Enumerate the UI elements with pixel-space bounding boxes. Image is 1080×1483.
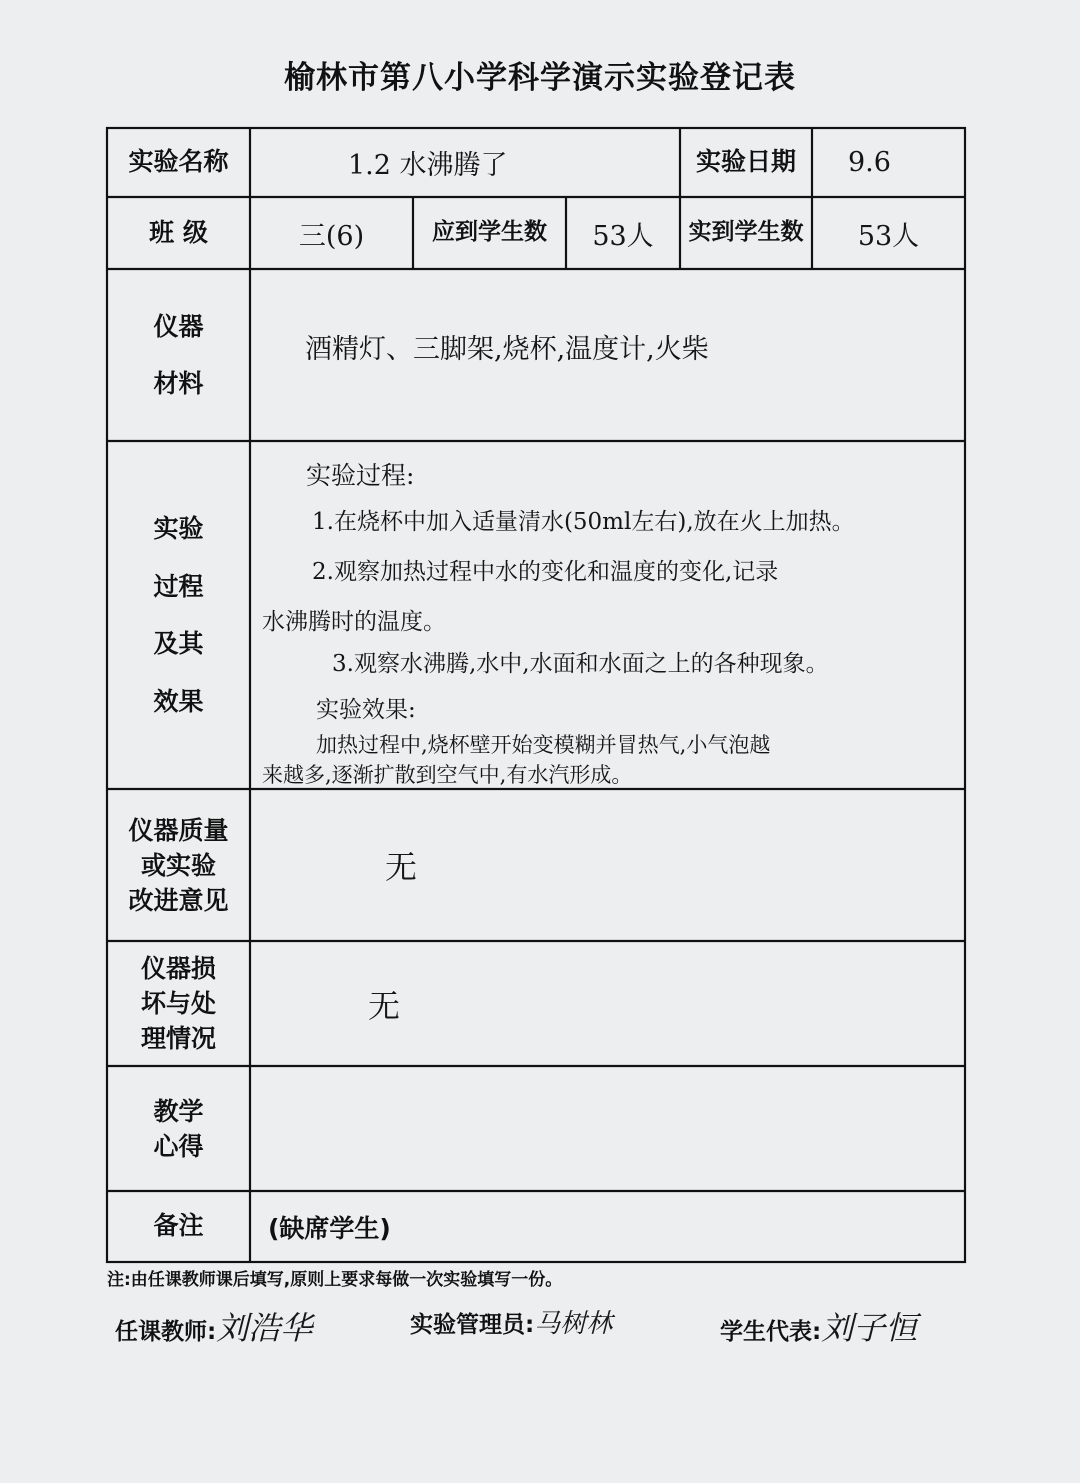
actual-students-value: 53人	[857, 220, 920, 252]
student-rep-signature-line	[720, 1303, 917, 1349]
admin-label: 实验管理员:	[410, 1312, 535, 1338]
damage-label-line-3: 理情况	[140, 1024, 216, 1053]
reflection-label	[107, 1066, 250, 1191]
experiment-name-label: 实验名称	[128, 147, 229, 177]
expected-students-value: 53人	[592, 220, 654, 252]
process-label-line-1: 实验	[153, 514, 204, 543]
instruments-label	[107, 269, 250, 441]
reflection-label-line-2: 心得	[153, 1131, 204, 1161]
damage-label-line-1: 仪器损	[140, 954, 216, 983]
quality-label-line-2: 或实验	[140, 850, 216, 880]
damage-value: 无	[368, 986, 401, 1025]
effect-heading: 实验效果:	[316, 697, 416, 723]
process-step-1: 1.在烧杯中加入适量清水(50ml左右),放在火上加热。	[312, 509, 855, 535]
remark-value: (缺席学生)	[268, 1213, 391, 1243]
class-value: 三(6)	[298, 220, 365, 252]
student-rep-signature: 刘子恒	[821, 1309, 918, 1347]
instruments-value: 酒精灯、三脚架,烧杯,温度计,火柴	[305, 334, 709, 365]
quality-label-line-3: 改进意见	[128, 885, 229, 915]
process-label	[107, 441, 250, 789]
reflection-label-line-1: 教学	[153, 1096, 204, 1126]
process-label-line-3: 及其	[153, 629, 204, 658]
damage-label-line-2: 坏与处	[140, 989, 216, 1018]
process-heading: 实验过程:	[306, 461, 415, 490]
student-rep-label: 学生代表:	[720, 1319, 822, 1345]
teacher-signature-line	[115, 1303, 312, 1349]
reflection-value	[250, 1066, 965, 1191]
experiment-name-value: 1.2 水沸腾了	[348, 150, 508, 181]
remark-label: 备注	[153, 1211, 204, 1241]
instruments-label-line-2: 材料	[153, 369, 204, 398]
process-step-3: 3.观察水沸腾,水中,水面和水面之上的各种现象。	[332, 651, 829, 677]
actual-students-label: 实到学生数	[688, 219, 804, 246]
admin-signature: 马树林	[534, 1309, 613, 1339]
quality-label-line-1: 仪器质量	[128, 815, 229, 845]
footer-note: 注:由任课教师课后填写,原则上要求每做一次实验填写一份。	[107, 1270, 563, 1290]
quality-value: 无	[385, 848, 418, 886]
effect-line-1: 加热过程中,烧杯壁开始变模糊并冒热气,小气泡越	[316, 733, 771, 757]
process-step-2a: 2.观察加热过程中水的变化和温度的变化,记录	[312, 559, 779, 585]
page-title: 榆林市第八小学科学演示实验登记表	[284, 60, 796, 96]
process-label-line-2: 过程	[153, 571, 204, 601]
instruments-label-line-1: 仪器	[153, 311, 204, 341]
experiment-date-label: 实验日期	[695, 147, 796, 177]
teacher-label: 任课教师:	[115, 1319, 217, 1345]
class-label: 班 级	[149, 217, 208, 247]
experiment-date-value: 9.6	[848, 147, 891, 178]
process-step-2b: 水沸腾时的温度。	[262, 609, 446, 635]
teacher-signature: 刘浩华	[216, 1309, 313, 1347]
admin-signature-line	[410, 1303, 612, 1340]
expected-students-label: 应到学生数	[432, 219, 547, 246]
quality-label	[107, 789, 250, 941]
effect-line-2: 来越多,逐渐扩散到空气中,有水汽形成。	[262, 763, 633, 787]
process-label-line-4: 效果	[153, 686, 204, 716]
damage-label	[107, 941, 250, 1066]
